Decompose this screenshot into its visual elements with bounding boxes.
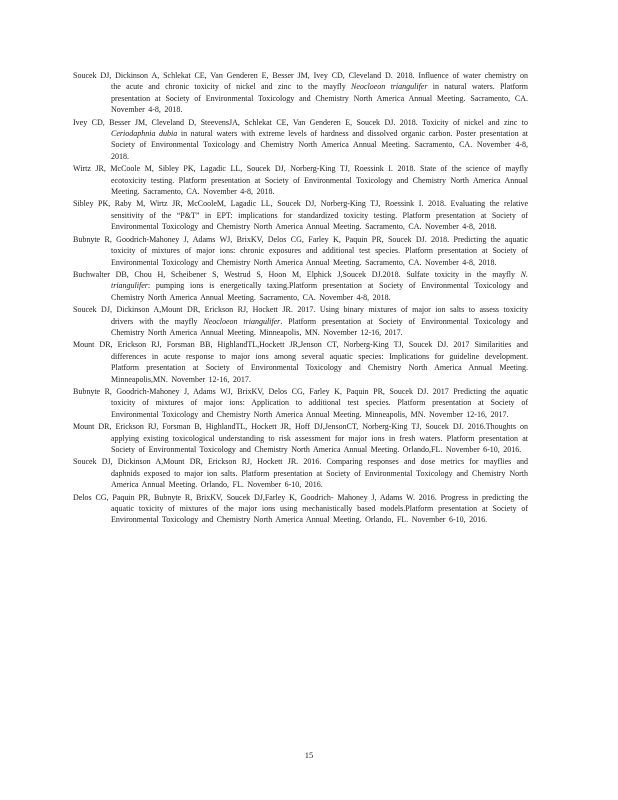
reference-entry: Delos CG, Paquin PR, Bubnyte R, BrixKV, Soucek DJ,Farley K, Goodrich- Mahoney J, Adams W. 2016. Progress in predicting the aquatic toxicity of mixtures of the major ions using mechanistically based models.Platform presentation at Society of Environmental Toxicology and Chemistry North America Annual Meeting. Orlando, FL. November 6-10, 2016. [73,492,528,525]
reference-entry: Soucek DJ, Dickinson A,Mount DR, Erickson RJ, Hockett JR. 2017. Using binary mixtures of major ion salts to assess toxicity drivers with the mayfly Neocloeon triangulifer. Platform presentation at Society of Environmental Toxicology and Chemistry North America Annual Meeting. Minneapolis, MN. November 12-16, 2017. [73,305,528,337]
page-number: 15 [304,750,314,760]
reference-entry: Soucek DJ, Dickinson A, Schlekat CE, Van Genderen E, Besser JM, Ivey CD, Cleveland D. 2018. Influence of water chemistry on the acute and chronic toxicity of nickel and zinc to the mayfly Neocloeon triangulifer in natural waters. Platform presentation at Society of Environmental Toxicology and Chemistry North America Annual Meeting. Sacramento, CA. November 4-8, 2018. [73,71,529,115]
reference-entry: Mount DR, Erickson RJ, Forsman B, HighlandTL, Hockett JR, Hoff DJ,JensonCT, Norberg-King TJ, Soucek DJ. 2016.Thoughts on applying existing toxicological understanding to risk assessment for major ions in fresh waters. Platform presentation at Society of Environmental Toxicology and Chemistry North America Annual Meeting. Orlando,FL. November 6-10, 2016. [73,422,528,454]
reference-entry: Soucek DJ, Dickinson A,Mount DR, Erickson RJ, Hockett JR. 2016. Comparing responses and dose metrics for mayflies and daphnids exposed to major ion salts. Platform presentation at Society of Environmental Toxicology and Chemistry North America Annual Meeting. Orlando, FL. November 6-10, 2016. [73,457,528,490]
reference-entry: Mount DR, Erickson RJ, Forsman BB, HighlandTL,Hockett JR,Jenson CT, Norberg-King TJ, Soucek DJ. 2017 Similarities and differences in acute response to major ions among several aquatic species: Implications for guideline development. Platform presentation at Society of Environmental Toxicology and Chemistry North America Annual Meeting. Minneapolis,MN. November 12-16, 2017. [73,340,528,384]
reference-entry: Wirtz JR, McCoole M, Sibley PK, Lagadic LL, Soucek DJ, Norberg-King TJ, Roessink I. 2018. State of the science of mayfly ecotoxicity testing. Platform presentation at Society of Environmental Toxicology and Chemistry North America Annual Meeting. Sacramento, CA. November 4-8, 2018. [73,164,528,197]
reference-entry: Sibley PK, Raby M, Wirtz JR, McCooleM, Lagadic LL, Soucek DJ, Norberg-King TJ, Roessink I. 2018. Evaluating the relative sensitivity of the “P&T” in EPT: implications for standardized toxicity testing. Platform presentation at Society of Environmental Toxicology and Chemistry North America Annual Meeting. Sacramento, CA. November 4-8, 2018. [73,199,528,232]
reference-entry: Ivey CD, Besser JM, Cleveland D, SteevensJA, Schlekat CE, Van Genderen E, Soucek DJ. 2018. Toxicity of nickel and zinc to Ceriodaphnia dubia in natural waters with extreme levels of hardness and dissolved organic carbon. Poster presentation at Society of Environmental Toxicology and Chemistry North America Annual Meeting. Sacramento, CA. November 4-8, 2018. [73,117,528,161]
reference-entry: Bubnyte R, Goodrich-Mahoney J, Adams WJ, BrixKV, Delos CG, Farley K, Paquin PR, Soucek DJ. 2018. Predicting the aquatic toxicity of mixtures of major ions: chronic exposures and additional test species. Platform presentation at Society of Environmental Toxicology and Chemistry North America Annual Meeting. Sacramento, CA. November 4-8, 2018. [73,234,528,267]
reference-list [73,70,528,527]
reference-entry: Buchwalter DB, Chou H, Scheibener S, Westrud S, Hoon M, Elphick J,Soucek DJ.2018. Sulfate toxicity in the mayfly N. triangulifer: pumping ions is energetically taxing.Platform presentation at Society of Environmental Toxicology and Chemistry North America Annual Meeting. Sacramento, CA. November 4-8, 2018. [73,269,528,302]
reference-entry: Bubnyte R, Goodrich-Mahoney J, Adams WJ, BrixKV, Delos CG, Farley K, Paquin PR, Soucek DJ. 2017 Predicting the aquatic toxicity of mixtures of major ions: Application to additional test species. Platform presentation at Society of Environmental Toxicology and Chemistry North America Annual Meeting. Minneapolis, MN. November 12-16, 2017. [73,386,528,419]
